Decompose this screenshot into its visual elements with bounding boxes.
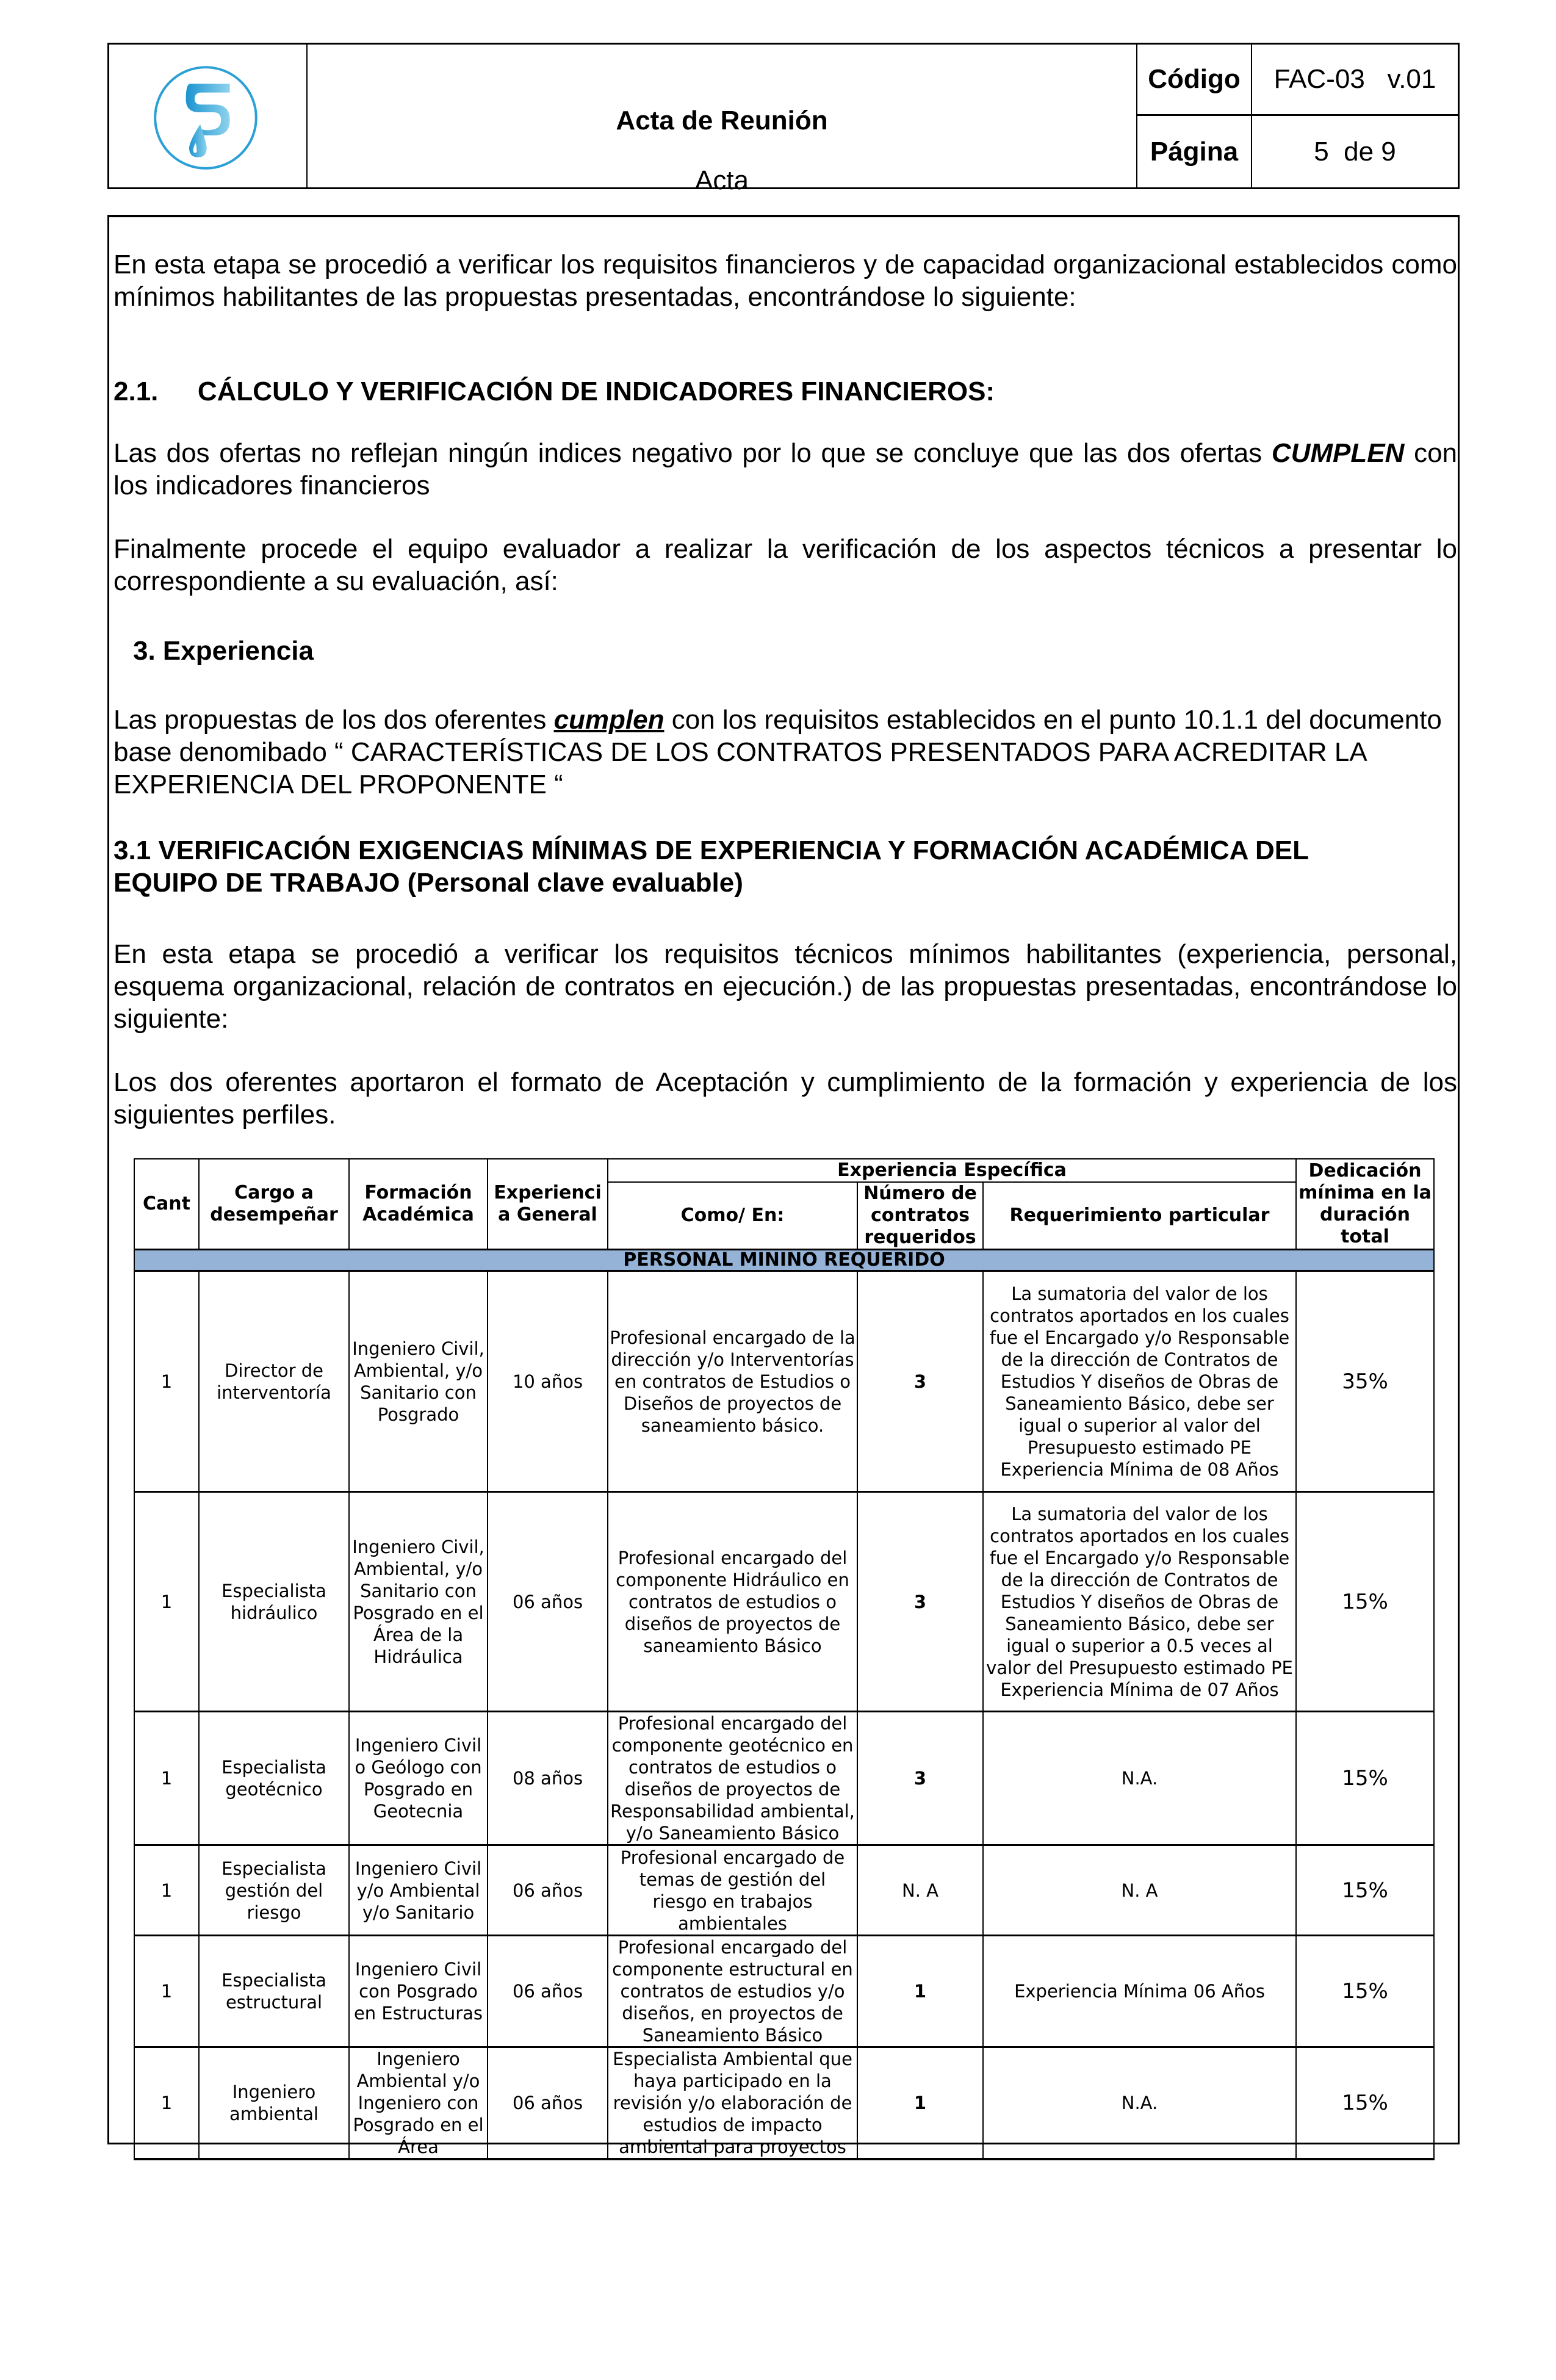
section-heading-2-1 [113, 375, 995, 408]
cell-como-en: Profesional encargado de la dirección y/o Interventorías en contratos de Estudios o Diseños de proyectos de saneamiento básico. [608, 1271, 857, 1492]
cell-experiencia-general: 08 años [488, 1712, 608, 1845]
cell-formacion: Ingeniero Civil, Ambiental, y/o Sanitario con Posgrado [349, 1271, 488, 1492]
cell-como-en: Especialista Ambiental que haya participado en la revisión y/o elaboración de estudios de impacto ambiental para proyectos [608, 2047, 857, 2160]
cell-como-en: Profesional encargado del componente geotécnico en contratos de estudios o diseños de proyectos de Responsabilidad ambiental, y/o Saneamiento Básico [608, 1712, 857, 1845]
cell-formacion: Ingeniero Ambiental y/o Ingeniero con Posgrado en el Área [349, 2047, 488, 2160]
section-number: 2.1. [113, 377, 159, 406]
cell-cargo: Especialista hidráulico [199, 1492, 349, 1712]
cell-numero-contratos: 1 [857, 1936, 983, 2047]
table-row [134, 1712, 1434, 1845]
cell-experiencia-general: 06 años [488, 2047, 608, 2160]
text-run: Las propuestas de los dos oferentes [113, 705, 554, 735]
document-title: Acta de Reunión [616, 106, 828, 135]
cell-requerimiento: N. A [983, 1845, 1296, 1936]
cell-dedicacion: 15% [1296, 1845, 1434, 1936]
cumplen-underlined: cumplen [553, 705, 665, 735]
page-label: Página [1137, 116, 1252, 187]
cell-requerimiento: N.A. [983, 2047, 1296, 2160]
cell-cargo: Ingeniero ambiental [199, 2047, 349, 2160]
header-dedicacion: Dedicación mínima en la duración total [1296, 1159, 1434, 1250]
table-row [134, 1271, 1434, 1492]
title-cell [308, 45, 1137, 195]
text-run: Las dos ofertas no reflejan ningún indices negativo por lo que se concluye que las dos ofertas [113, 438, 1272, 468]
section-heading-3-1: 3.1 VERIFICACIÓN EXIGENCIAS MÍNIMAS DE EXPERIENCIA Y FORMACIÓN ACADÉMICA DEL EQUIPO DE TRABAJO (Personal clave evaluable) [113, 835, 1309, 898]
cell-cargo: Director de interventoría [199, 1271, 349, 1492]
document-header [107, 43, 1460, 195]
document-subtitle: Acta [694, 165, 749, 195]
cell-cant: 1 [134, 2047, 199, 2160]
logo-cell [109, 45, 308, 187]
text-run: con los requisitos establecidos en el punto 10.1.1 del documento base denomibado “ CARACTERÍSTICAS DE LOS CONTRATOS PRESENTADOS PARA ACREDITAR LA EXPERIENCIA DEL PROPONENTE “ [113, 705, 1442, 799]
cell-cargo: Especialista gestión del riesgo [199, 1845, 349, 1936]
page-row [1137, 116, 1458, 187]
header-experiencia-especifica: Experiencia Específica [608, 1159, 1296, 1182]
header-requerimiento: Requerimiento particular [983, 1182, 1296, 1250]
cell-cant: 1 [134, 1492, 199, 1712]
table-row [134, 2047, 1434, 2160]
header-como-en: Como/ En: [608, 1182, 857, 1250]
technical-verification-paragraph: Finalmente procede el equipo evaluador a realizar la verificación de los aspectos técnicos a presentar lo correspondiente a su evaluación, así: [113, 534, 1457, 596]
cell-dedicacion: 15% [1296, 1712, 1434, 1845]
table-row [134, 1936, 1434, 2047]
cell-requerimiento: La sumatoria del valor de los contratos aportados en los cuales fue el Encargado y/o Responsable de la dirección de Contratos de Estudios Y diseños de Obras de Saneamiento Básico, debe ser igual o superior a 0.5 veces al valor del Presupuesto estimado PE Experiencia Mínima de 07 Años [983, 1492, 1296, 1712]
minimum-requirements-paragraph: En esta etapa se procedió a verificar los requisitos técnicos mínimos habilitantes (experiencia, personal, esquema organizacional, relación de contratos en ejecución.) de las propuestas presentadas, encontrándose lo siguiente: [113, 939, 1457, 1034]
section-band-row [134, 1250, 1434, 1271]
page-value: 5 de 9 [1314, 136, 1396, 167]
cell-formacion: Ingeniero Civil y/o Ambiental y/o Sanitario [349, 1845, 488, 1936]
cell-formacion: Ingeniero Civil o Geólogo con Posgrado en Geotecnia [349, 1712, 488, 1845]
cell-dedicacion: 15% [1296, 1492, 1434, 1712]
cell-cargo: Especialista geotécnico [199, 1712, 349, 1845]
cell-requerimiento: Experiencia Mínima 06 Años [983, 1936, 1296, 2047]
cell-numero-contratos: 3 [857, 1492, 983, 1712]
code-value: FAC-03 v.01 [1273, 64, 1436, 94]
cell-numero-contratos: 3 [857, 1271, 983, 1492]
cell-formacion: Ingeniero Civil, Ambiental, y/o Sanitario con Posgrado en el Área de la Hidráulica [349, 1492, 488, 1712]
cell-experiencia-general: 10 años [488, 1271, 608, 1492]
personnel-requirements-table [134, 1158, 1433, 2160]
cell-cant: 1 [134, 1936, 199, 2047]
header-experiencia-general: Experiencia General [488, 1159, 608, 1250]
cell-requerimiento: La sumatoria del valor de los contratos aportados en los cuales fue el Encargado y/o Responsable de la dirección de Contratos de Estudios Y diseños de Obras de Saneamiento Básico, debe ser igual o superior al valor del Presupuesto estimado PE Experiencia Mínima de 08 Años [983, 1271, 1296, 1492]
table-row [134, 1845, 1434, 1936]
financial-result-paragraph [113, 437, 1457, 502]
cell-formacion: Ingeniero Civil con Posgrado en Estructuras [349, 1936, 488, 2047]
cell-experiencia-general: 06 años [488, 1936, 608, 2047]
document-meta [1137, 45, 1458, 187]
header-cargo: Cargo a desempeñar [199, 1159, 349, 1250]
code-row [1137, 45, 1458, 116]
header-formacion: Formación Académica [349, 1159, 488, 1250]
cell-numero-contratos: 3 [857, 1712, 983, 1845]
cell-requerimiento: N.A. [983, 1712, 1296, 1845]
experience-paragraph [113, 704, 1457, 801]
cell-experiencia-general: 06 años [488, 1492, 608, 1712]
cell-como-en: Profesional encargado del componente estructural en contratos de estudios y/o diseños, en proyectos de Saneamiento Básico [608, 1936, 857, 2047]
cell-cargo: Especialista estructural [199, 1936, 349, 2047]
cell-cant: 1 [134, 1271, 199, 1492]
intro-paragraph: En esta etapa se procedió a verificar los requisitos financieros y de capacidad organizacional establecidos como mínimos habilitantes de las propuestas presentadas, encontrándose lo siguiente: [113, 250, 1457, 312]
cell-experiencia-general: 06 años [488, 1845, 608, 1936]
text-run: con los indicadores financieros [113, 438, 1458, 500]
cell-numero-contratos: N. A [857, 1845, 983, 1936]
table-row [134, 1492, 1434, 1712]
profiles-paragraph: Los dos oferentes aportaron el formato de Aceptación y cumplimiento de la formación y experiencia de los siguientes perfiles. [113, 1067, 1457, 1130]
section-heading-3: 3. Experiencia [133, 636, 314, 666]
cell-dedicacion: 15% [1296, 2047, 1434, 2160]
cell-dedicacion: 15% [1296, 1936, 1434, 2047]
code-label: Código [1137, 45, 1252, 114]
cell-como-en: Profesional encargado del componente Hidráulico en contratos de estudios o diseños de proyectos de saneamiento Básico [608, 1492, 857, 1712]
cell-dedicacion: 35% [1296, 1271, 1434, 1492]
section-title: CÁLCULO Y VERIFICACIÓN DE INDICADORES FINANCIEROS: [197, 377, 995, 406]
section-band-label: PERSONAL MININO REQUERIDO [134, 1250, 1434, 1271]
cell-como-en: Profesional encargado de temas de gestión del riesgo en trabajos ambientales [608, 1845, 857, 1936]
water-drop-s-logo-icon [151, 63, 261, 173]
cell-numero-contratos: 1 [857, 2047, 983, 2160]
cell-cant: 1 [134, 1712, 199, 1845]
cell-cant: 1 [134, 1845, 199, 1936]
cumplen-emphasis: CUMPLEN [1271, 438, 1405, 468]
header-numero-contratos: Número de contratos requeridos [857, 1182, 983, 1250]
header-cant: Cant [134, 1159, 199, 1250]
